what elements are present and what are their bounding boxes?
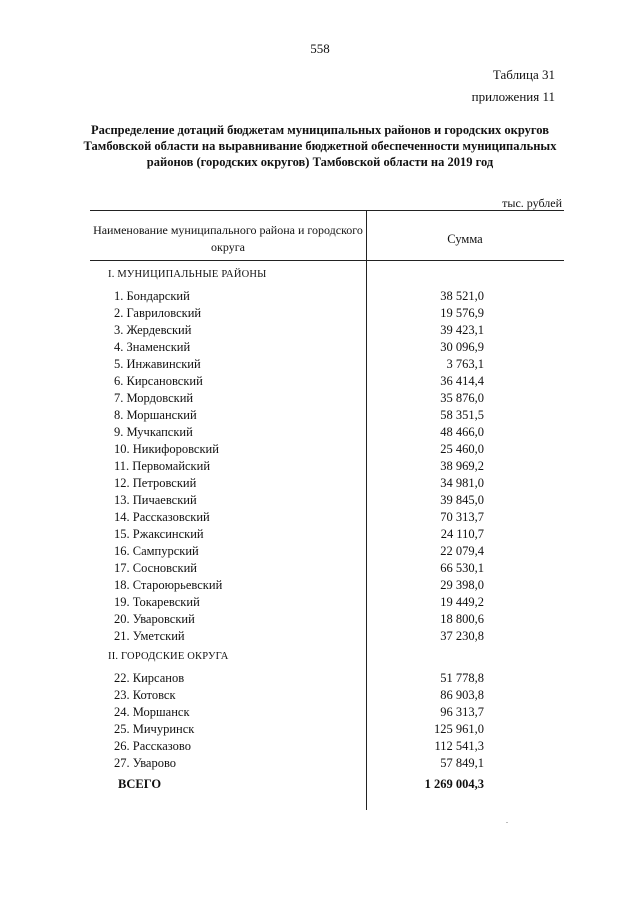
row-value: 112 541,3 xyxy=(434,739,484,753)
row-value: 38 969,2 xyxy=(440,459,484,473)
row-value: 70 313,7 xyxy=(440,510,484,524)
document-title: Распределение дотаций бюджетам муниципальных районов и городских округов Тамбовской области на выравнивание бюджетной обеспеченности муниципальных районов (городских округов) Тамбовской области на 2019 год xyxy=(83,123,557,169)
table-row xyxy=(90,688,564,705)
row-value: 39 423,1 xyxy=(440,323,484,337)
row-name: 24. Моршанск xyxy=(114,705,190,719)
section-title: II. ГОРОДСКИЕ ОКРУГА xyxy=(108,651,229,662)
row-value: 34 981,0 xyxy=(440,476,484,490)
table-row xyxy=(90,527,564,544)
row-value: 57 849,1 xyxy=(440,756,484,770)
row-name: 8. Моршанский xyxy=(114,408,197,422)
row-value: 19 449,2 xyxy=(440,595,484,609)
row-name: 15. Ржаксинский xyxy=(114,527,204,541)
row-name: 27. Уварово xyxy=(114,756,177,770)
table-row xyxy=(90,340,564,357)
table-row xyxy=(90,323,564,340)
row-value: 86 903,8 xyxy=(440,688,484,702)
row-name: 10. Никифоровский xyxy=(114,442,219,456)
row-value: 48 466,0 xyxy=(440,425,484,439)
units-label: тыс. рублей xyxy=(502,196,562,210)
header-name-column: Наименование муниципального района и городского округа xyxy=(93,223,363,254)
table-row xyxy=(90,476,564,493)
page-number: 558 xyxy=(310,41,330,56)
row-name: 7. Мордовский xyxy=(114,391,194,405)
header-bottom-border xyxy=(90,260,564,261)
row-name: 21. Уметский xyxy=(114,629,185,643)
table-reference xyxy=(472,64,555,108)
row-name: 9. Мучкапский xyxy=(114,425,193,439)
table-row xyxy=(90,357,564,374)
row-name: 17. Сосновский xyxy=(114,561,197,575)
section-title: I. МУНИЦИПАЛЬНЫЕ РАЙОНЫ xyxy=(108,269,267,280)
row-name: 2. Гавриловский xyxy=(114,306,202,320)
table-row xyxy=(90,612,564,629)
row-value: 3 763,1 xyxy=(446,357,484,371)
table-row xyxy=(90,544,564,561)
row-value: 29 398,0 xyxy=(440,578,484,592)
row-name: 6. Кирсановский xyxy=(114,374,203,388)
row-value: 18 800,6 xyxy=(440,612,484,626)
table-row xyxy=(90,705,564,722)
row-name: 13. Пичаевский xyxy=(114,493,197,507)
table-row xyxy=(90,739,564,756)
row-value: 19 576,9 xyxy=(440,306,484,320)
table-row xyxy=(90,510,564,527)
table-number: Таблица 31 xyxy=(492,67,555,82)
table-row xyxy=(90,629,564,646)
row-name: 12. Петровский xyxy=(114,476,197,490)
table-row xyxy=(90,425,564,442)
table-row xyxy=(90,374,564,391)
table-row xyxy=(90,306,564,323)
row-name: 16. Сампурский xyxy=(114,544,199,558)
row-value: 30 096,9 xyxy=(440,340,484,354)
row-name: 11. Первомайский xyxy=(114,459,211,473)
appendix-number: приложения 11 xyxy=(471,89,555,104)
row-name: 22. Кирсанов xyxy=(114,671,185,685)
row-value: 25 460,0 xyxy=(440,442,484,456)
row-value: 58 351,5 xyxy=(440,408,484,422)
row-name: 14. Рассказовский xyxy=(114,510,210,524)
table-row xyxy=(90,671,564,688)
row-name: 20. Уваровский xyxy=(114,612,195,626)
scan-mark xyxy=(506,822,508,823)
row-value: 38 521,0 xyxy=(440,289,484,303)
row-name: 25. Мичуринск xyxy=(114,722,195,736)
table-row xyxy=(90,578,564,595)
row-value: 35 876,0 xyxy=(440,391,484,405)
row-value: 96 313,7 xyxy=(440,705,484,719)
table-row xyxy=(90,561,564,578)
row-value: 37 230,8 xyxy=(440,629,484,643)
table-row xyxy=(90,756,564,773)
row-name: 26. Рассказово xyxy=(114,739,191,753)
table-row xyxy=(90,459,564,476)
header-sum-column: Сумма xyxy=(447,232,483,246)
table-row xyxy=(90,289,564,306)
row-name: 23. Котовск xyxy=(114,688,176,702)
row-name: 4. Знаменский xyxy=(114,340,191,354)
row-value: 125 961,0 xyxy=(434,722,484,736)
table-row xyxy=(90,408,564,425)
row-value: 51 778,8 xyxy=(440,671,484,685)
table-row xyxy=(90,442,564,459)
row-name: 1. Бондарский xyxy=(114,289,190,303)
row-value: 22 079,4 xyxy=(440,544,484,558)
table-row xyxy=(90,391,564,408)
total-row xyxy=(90,777,564,794)
row-name: 5. Инжавинский xyxy=(114,357,201,371)
row-value: 24 110,7 xyxy=(440,527,484,541)
row-value: 66 530,1 xyxy=(440,561,484,575)
table-row xyxy=(90,722,564,739)
table-row xyxy=(90,493,564,510)
data-table xyxy=(90,210,564,810)
table-top-border xyxy=(90,210,564,211)
row-name: 19. Токаревский xyxy=(114,595,200,609)
row-name: 3. Жердевский xyxy=(114,323,192,337)
total-label: ВСЕГО xyxy=(118,777,162,791)
row-value: 39 845,0 xyxy=(440,493,484,507)
total-value: 1 269 004,3 xyxy=(424,777,484,791)
row-name: 18. Староюрьевский xyxy=(114,578,223,592)
table-row xyxy=(90,595,564,612)
row-value: 36 414,4 xyxy=(440,374,484,388)
